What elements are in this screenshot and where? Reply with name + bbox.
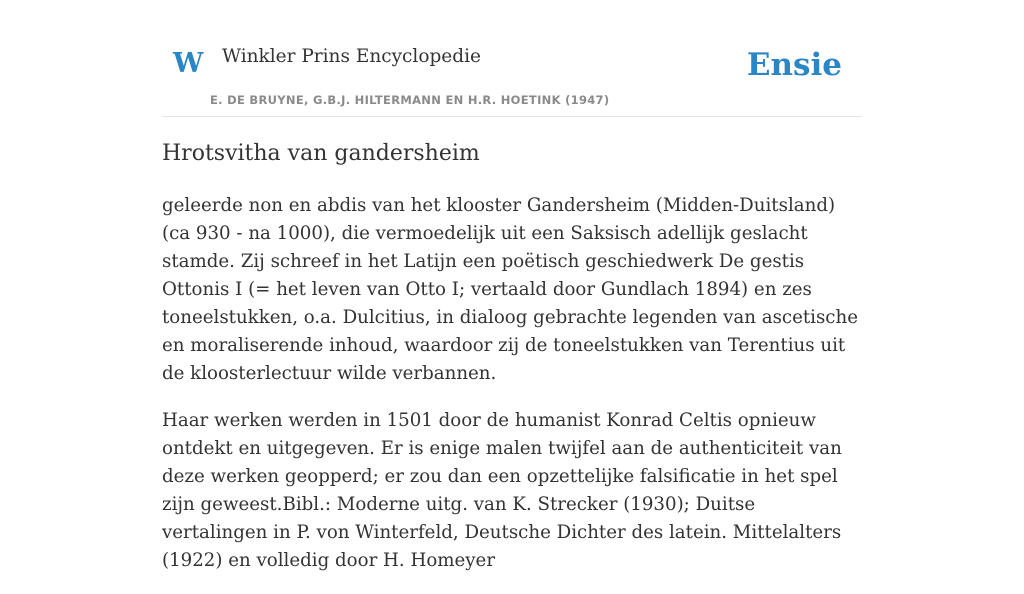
publication-authors: E. DE BRUYNE, G.B.J. HILTERMANN EN H.R. HOETINK (1947) <box>210 93 610 107</box>
ensie-logo[interactable]: Ensie <box>746 47 842 83</box>
publication-header <box>162 0 862 117</box>
publication-title[interactable]: Winkler Prins Encyclopedie <box>222 46 481 67</box>
article-paragraph: geleerde non en abdis van het klooster Gandersheim (Midden-Duitsland) (ca 930 - na 1000), die vermoedelijk uit een Saksisch adellijk geslacht stamde. Zij schreef in het Latijn een poëtisch geschiedwerk De gestis Ottonis I (= het leven van Otto I; vertaald door Gundlach 1894) en zes toneelstukken, o.a. Dulcitius, in dialoog gebrachte legenden van ascetische en moraliserende inhoud, waardoor zij de toneelstukken van Terentius uit de kloosterlectuur wilde verbannen. <box>162 195 858 384</box>
publication-logo[interactable]: W <box>173 48 204 79</box>
page <box>162 0 862 571</box>
article-paragraph: Haar werken werden in 1501 door de humanist Konrad Celtis opnieuw ontdekt en uitgegeven. Er is enige malen twijfel aan de authenticiteit van deze werken geopperd; er zou dan een opzettelijke falsificatie in het spel zijn geweest.Bibl.: Moderne uitg. van K. Strecker (1930); Duitse vertalingen in P. von Winterfeld, Deutsche Dichter des latein. Mittelalters (1922) en volledig door H. Homeyer <box>162 410 842 571</box>
article-title: Hrotsvitha van gandersheim <box>162 141 480 166</box>
article-body <box>162 192 862 594</box>
